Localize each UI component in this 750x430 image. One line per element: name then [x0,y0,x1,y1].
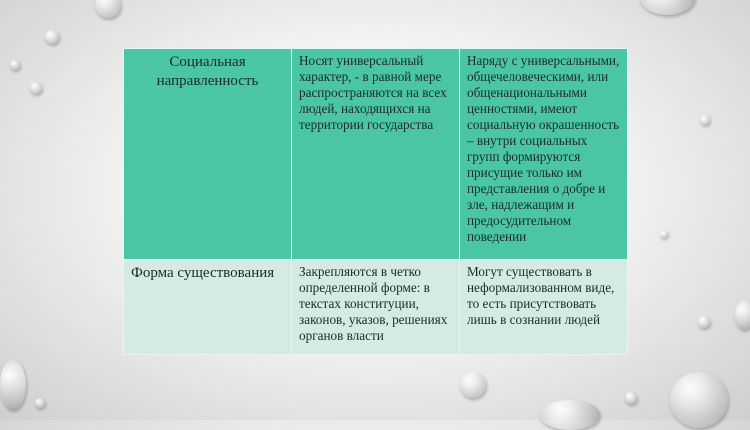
cell-line: направленность [156,73,259,89]
cell-line: территории государства [299,117,434,132]
comparison-table [123,48,628,355]
row-header-form-of-existence [124,260,292,355]
cell-line: – внутри социальных [467,133,588,148]
water-drop-decoration [640,0,695,15]
cell-line: Наряду с универсальными, [467,53,620,68]
cell-line: зле, надлежащим и [467,197,575,212]
cell-line: групп формируются [467,149,581,164]
cell-line: Могут существовать в [467,264,592,279]
cell-line: лишь в сознании людей [467,312,601,327]
water-drop-decoration [460,372,486,398]
water-drop-decoration [660,230,668,238]
cell-law [292,260,460,355]
table-row [124,260,628,355]
cell-line: Форма существования [131,265,275,281]
cell-line: Закрепляются в четко [299,264,421,279]
water-drop-decoration [625,392,637,404]
water-drop-decoration [35,398,45,408]
cell-line: Носят универсальный [299,53,424,68]
table-row [124,49,628,260]
cell-line: Социальная [169,54,246,70]
water-drop-decoration [10,60,20,70]
cell-line: распространяются на всех [299,85,447,100]
cell-line: присущие только им [467,165,582,180]
water-drop-decoration [735,300,750,330]
row-header-social-direction [124,49,292,260]
water-drop-decoration [698,316,710,328]
water-drop-decoration [95,0,121,18]
cell-line: органов власти [299,328,384,343]
cell-line: социальную окрашенность [467,117,620,132]
water-drop-decoration [45,30,59,44]
cell-line: предосудительном [467,213,572,228]
water-drop-decoration [700,115,710,125]
cell-line: представления о добре и [467,181,606,196]
cell-line: определенной форме: в [299,280,430,295]
cell-line: текстах конституции, [299,296,419,311]
cell-line: законов, указов, решениях [299,312,448,327]
cell-line: то есть присутствовать [467,296,597,311]
cell-morals [460,49,628,260]
cell-line: характер, - в равной мере [299,69,442,84]
water-drop-decoration [0,360,26,410]
cell-morals [460,260,628,355]
water-drop-decoration [30,82,42,94]
cell-line: неформализованном виде, [467,280,615,295]
cell-line: ценностями, имеют [467,101,578,116]
cell-law [292,49,460,260]
cell-line: общечеловеческими, или [467,69,609,84]
cell-line: людей, находящихся на [299,101,431,116]
cell-line: поведении [467,229,527,244]
water-drop-decoration [540,400,600,430]
cell-line: общенациональными [467,85,587,100]
